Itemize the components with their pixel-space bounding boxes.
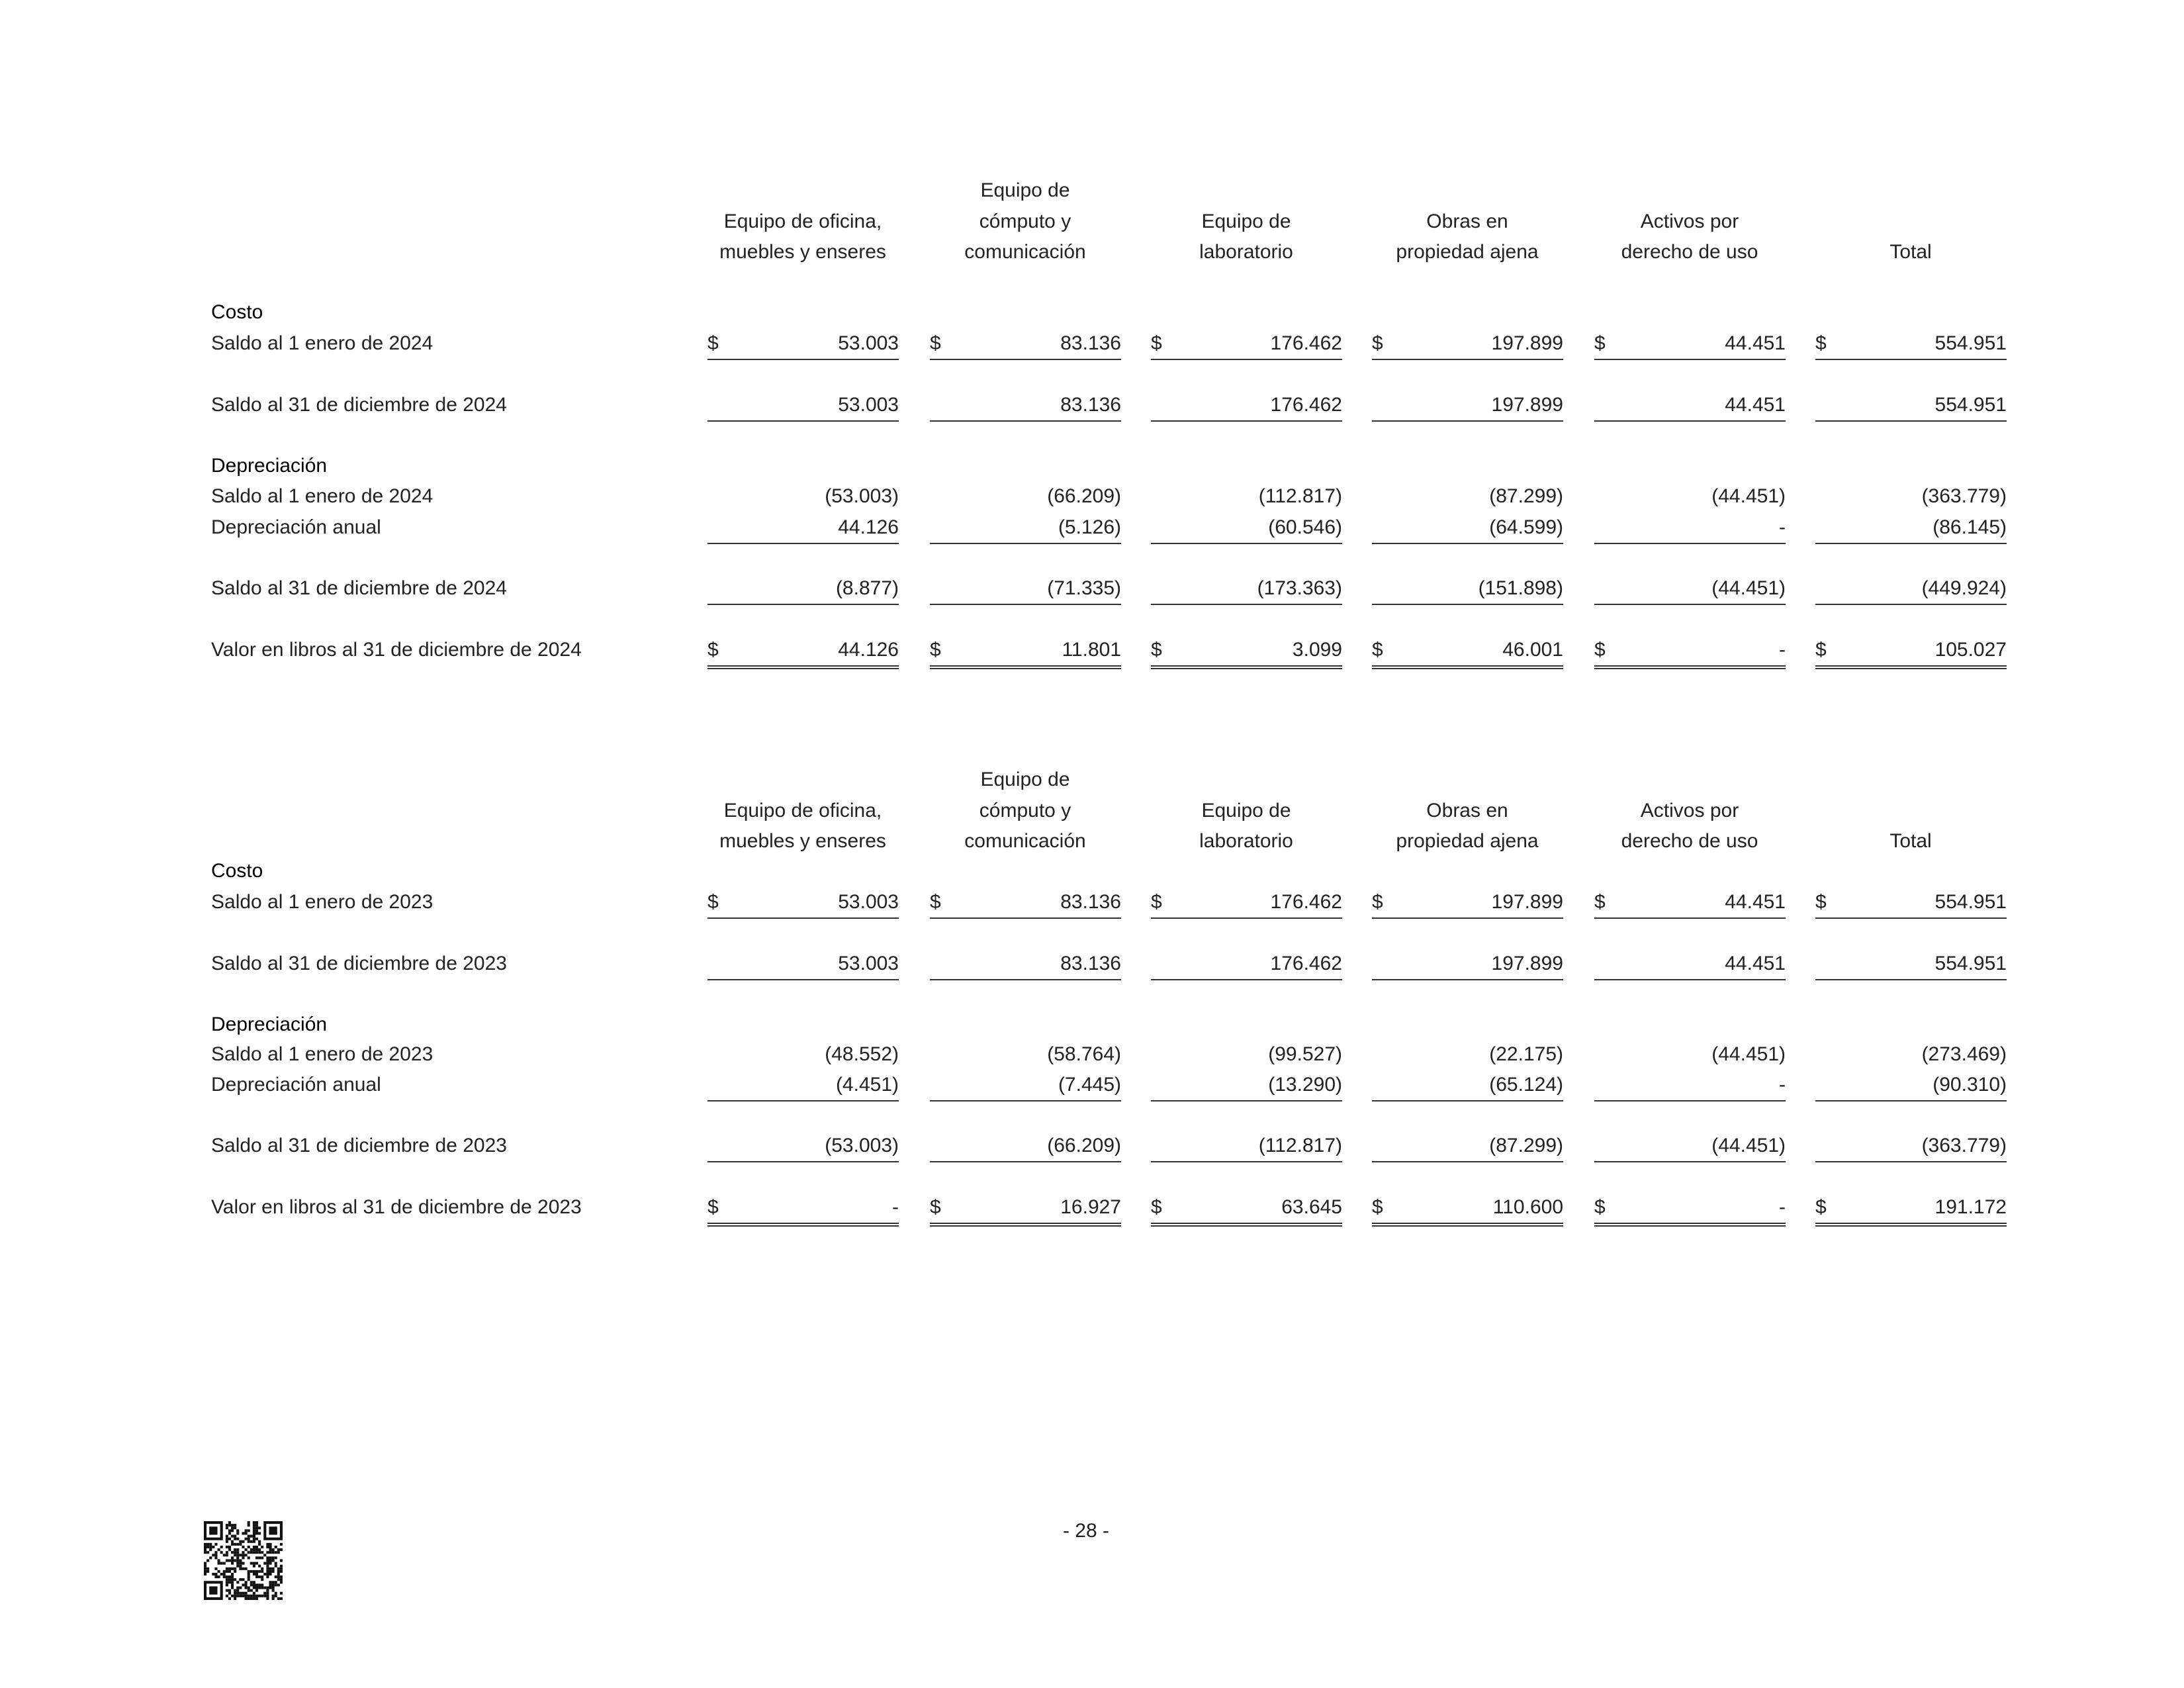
- value-cell: [930, 1070, 1121, 1102]
- currency-symbol: $: [1372, 639, 1383, 661]
- amount: 197.899: [1491, 394, 1563, 416]
- row-label: Saldo al 1 enero de 2023: [211, 891, 433, 913]
- amount: (8.877): [835, 577, 899, 599]
- value-cell: [707, 1039, 899, 1070]
- row-label: Saldo al 31 de diciembre de 2023: [211, 1135, 507, 1156]
- value-cell: [1594, 887, 1786, 919]
- row-label: Saldo al 1 enero de 2023: [211, 1043, 433, 1065]
- currency-symbol: $: [1151, 1196, 1162, 1218]
- amount: 46.001: [1502, 639, 1563, 661]
- currency-symbol: $: [930, 891, 941, 913]
- value-cell: [1151, 949, 1342, 980]
- currency-symbol: $: [1594, 639, 1606, 661]
- amount: 3.099: [1292, 639, 1342, 661]
- value-cell: [1594, 328, 1786, 360]
- value-cell: [930, 512, 1121, 544]
- value-cell: [930, 1131, 1121, 1162]
- row-label: Depreciación anual: [211, 1074, 381, 1096]
- amount: 176.462: [1270, 332, 1342, 354]
- amount: (64.599): [1489, 516, 1563, 538]
- value-cell: [930, 328, 1121, 360]
- column-header-line: Equipo de: [980, 769, 1070, 790]
- amount: (53.003): [825, 485, 899, 507]
- amount: 83.136: [1060, 891, 1121, 913]
- row-label: Saldo al 1 enero de 2024: [211, 332, 433, 354]
- currency-symbol: $: [1594, 332, 1606, 354]
- currency-symbol: $: [1594, 891, 1606, 913]
- value-cell: [1815, 949, 2007, 980]
- value-cell: [1594, 390, 1786, 422]
- column-header-line: Equipo de oficina,: [723, 210, 882, 232]
- value-cell: [1815, 635, 2007, 669]
- value-cell: [1151, 1131, 1342, 1162]
- value-cell: [1594, 635, 1786, 669]
- amount: 44.451: [1725, 953, 1786, 974]
- column-header-line: Obras en: [1426, 210, 1508, 232]
- column-header-line: Equipo de: [1201, 210, 1291, 232]
- amount: (66.209): [1047, 1135, 1121, 1156]
- amount: 197.899: [1491, 891, 1563, 913]
- page-number: - 28 -: [1062, 1520, 1110, 1542]
- value-cell: [707, 512, 899, 544]
- amount: -: [1779, 1196, 1786, 1218]
- amount: -: [1779, 516, 1786, 538]
- column-header-line: Total: [1889, 241, 1932, 263]
- value-cell: [1372, 635, 1563, 669]
- amount: -: [1779, 639, 1786, 661]
- currency-symbol: $: [930, 639, 941, 661]
- column-header-line: laboratorio: [1199, 241, 1293, 263]
- amount: (58.764): [1047, 1043, 1121, 1065]
- amount: (449.924): [1921, 577, 2007, 599]
- amount: (112.817): [1258, 1135, 1342, 1156]
- section-heading: Depreciación: [211, 455, 328, 477]
- currency-symbol: $: [1815, 639, 1827, 661]
- value-cell: [1372, 573, 1563, 605]
- value-cell: [930, 1039, 1121, 1070]
- value-cell: [1594, 1192, 1786, 1227]
- value-cell: [707, 887, 899, 919]
- value-cell: [930, 481, 1121, 512]
- value-cell: [1151, 481, 1342, 512]
- currency-symbol: $: [1151, 891, 1162, 913]
- value-cell: [1372, 512, 1563, 544]
- value-cell: [1372, 949, 1563, 980]
- column-header-line: comunicación: [964, 830, 1086, 852]
- amount: 44.451: [1725, 891, 1786, 913]
- currency-symbol: $: [1151, 332, 1162, 354]
- amount: -: [1779, 1074, 1786, 1096]
- amount: (363.779): [1921, 1135, 2007, 1156]
- amount: 105.027: [1934, 639, 2007, 661]
- value-cell: [1594, 512, 1786, 544]
- value-cell: [707, 1192, 899, 1227]
- section-heading: Depreciación: [211, 1013, 328, 1035]
- value-cell: [930, 949, 1121, 980]
- value-cell: [707, 573, 899, 605]
- amount: (71.335): [1047, 577, 1121, 599]
- value-cell: [1151, 887, 1342, 919]
- amount: 554.951: [1934, 953, 2007, 974]
- amount: (7.445): [1058, 1074, 1121, 1096]
- amount: 44.451: [1725, 394, 1786, 416]
- column-header-line: propiedad ajena: [1396, 241, 1539, 263]
- value-cell: [707, 949, 899, 980]
- row-label: Saldo al 31 de diciembre de 2024: [211, 394, 507, 416]
- amount: (44.451): [1711, 577, 1786, 599]
- row-label: Valor en libros al 31 de diciembre de 2024: [211, 639, 582, 661]
- column-header-line: Obras en: [1426, 799, 1508, 821]
- currency-symbol: $: [930, 1196, 941, 1218]
- value-cell: [707, 328, 899, 360]
- amount: 554.951: [1934, 891, 2007, 913]
- section-heading: Costo: [211, 301, 263, 323]
- amount: (4.451): [835, 1074, 899, 1096]
- column-header-line: muebles y enseres: [719, 241, 886, 263]
- currency-symbol: $: [707, 332, 719, 354]
- amount: (99.527): [1268, 1043, 1342, 1065]
- column-header-line: Activos por: [1640, 210, 1739, 232]
- column-header-line: derecho de uso: [1621, 830, 1758, 852]
- amount: 83.136: [1060, 394, 1121, 416]
- value-cell: [1815, 1039, 2007, 1070]
- amount: 53.003: [838, 332, 899, 354]
- amount: 44.126: [838, 639, 899, 661]
- amount: (22.175): [1489, 1043, 1563, 1065]
- value-cell: [1594, 1039, 1786, 1070]
- amount: 83.136: [1060, 332, 1121, 354]
- value-cell: [930, 635, 1121, 669]
- amount: 176.462: [1270, 891, 1342, 913]
- value-cell: [1151, 635, 1342, 669]
- value-cell: [707, 390, 899, 422]
- currency-symbol: $: [1594, 1196, 1606, 1218]
- currency-symbol: $: [1815, 891, 1827, 913]
- row-label: Depreciación anual: [211, 516, 381, 538]
- amount: (173.363): [1257, 577, 1342, 599]
- amount: (151.898): [1478, 577, 1563, 599]
- row-label: Valor en libros al 31 de diciembre de 2023: [211, 1196, 582, 1218]
- currency-symbol: $: [1815, 332, 1827, 354]
- currency-symbol: $: [707, 639, 719, 661]
- value-cell: [1815, 1070, 2007, 1102]
- value-cell: [930, 573, 1121, 605]
- value-cell: [1594, 481, 1786, 512]
- amount: (363.779): [1921, 485, 2007, 507]
- value-cell: [1151, 1039, 1342, 1070]
- value-cell: [1372, 1131, 1563, 1162]
- amount: 554.951: [1934, 332, 2007, 354]
- amount: (65.124): [1489, 1074, 1563, 1096]
- currency-symbol: $: [1372, 891, 1383, 913]
- column-header-line: Activos por: [1640, 799, 1739, 821]
- value-cell: [1151, 1192, 1342, 1227]
- amount: (53.003): [825, 1135, 899, 1156]
- amount: (13.290): [1268, 1074, 1342, 1096]
- amount: 53.003: [838, 891, 899, 913]
- currency-symbol: $: [1372, 1196, 1383, 1218]
- value-cell: [1815, 512, 2007, 544]
- amount: 83.136: [1060, 953, 1121, 974]
- amount: 176.462: [1270, 394, 1342, 416]
- amount: (87.299): [1489, 485, 1563, 507]
- value-cell: [1815, 1192, 2007, 1227]
- currency-symbol: $: [1372, 332, 1383, 354]
- row-label: Saldo al 1 enero de 2024: [211, 485, 433, 507]
- amount: (87.299): [1489, 1135, 1563, 1156]
- amount: (90.310): [1933, 1074, 2007, 1096]
- amount: 63.645: [1281, 1196, 1342, 1218]
- section-heading: Costo: [211, 860, 263, 882]
- column-header-line: Total: [1889, 830, 1932, 852]
- value-cell: [707, 481, 899, 512]
- value-cell: [1372, 887, 1563, 919]
- value-cell: [1372, 1039, 1563, 1070]
- value-cell: [930, 887, 1121, 919]
- amount: 176.462: [1270, 953, 1342, 974]
- value-cell: [1151, 573, 1342, 605]
- amount: 44.126: [838, 516, 899, 538]
- amount: 53.003: [838, 953, 899, 974]
- amount: (44.451): [1711, 485, 1786, 507]
- column-header-line: laboratorio: [1199, 830, 1293, 852]
- currency-symbol: $: [1815, 1196, 1827, 1218]
- amount: 11.801: [1062, 639, 1121, 661]
- value-cell: [1151, 328, 1342, 360]
- amount: 197.899: [1491, 332, 1563, 354]
- qr-code-icon: [204, 1521, 283, 1600]
- currency-symbol: $: [930, 332, 941, 354]
- amount: (60.546): [1268, 516, 1342, 538]
- column-header-line: Equipo de oficina,: [723, 799, 882, 821]
- column-header-line: derecho de uso: [1621, 241, 1758, 263]
- column-header-line: Equipo de: [980, 179, 1070, 201]
- value-cell: [1594, 1070, 1786, 1102]
- column-header-line: comunicación: [964, 241, 1086, 263]
- amount: (48.552): [825, 1043, 899, 1065]
- value-cell: [1815, 390, 2007, 422]
- amount: (44.451): [1711, 1135, 1786, 1156]
- value-cell: [930, 390, 1121, 422]
- amount: 110.600: [1492, 1196, 1563, 1218]
- value-cell: [1151, 390, 1342, 422]
- value-cell: [1815, 328, 2007, 360]
- amount: 554.951: [1934, 394, 2007, 416]
- amount: 197.899: [1491, 953, 1563, 974]
- amount: (86.145): [1933, 516, 2007, 538]
- column-header-line: cómputo y: [979, 210, 1071, 232]
- value-cell: [1372, 390, 1563, 422]
- amount: (66.209): [1047, 485, 1121, 507]
- row-label: Saldo al 31 de diciembre de 2023: [211, 953, 507, 974]
- column-header-line: cómputo y: [979, 799, 1071, 821]
- amount: 53.003: [838, 394, 899, 416]
- value-cell: [930, 1192, 1121, 1227]
- value-cell: [1815, 1131, 2007, 1162]
- value-cell: [1372, 481, 1563, 512]
- value-cell: [1151, 1070, 1342, 1102]
- currency-symbol: $: [1151, 639, 1162, 661]
- amount: (273.469): [1921, 1043, 2007, 1065]
- amount: -: [892, 1196, 899, 1218]
- currency-symbol: $: [707, 1196, 719, 1218]
- amount: (5.126): [1058, 516, 1121, 538]
- column-header-line: muebles y enseres: [719, 830, 886, 852]
- value-cell: [1594, 573, 1786, 605]
- value-cell: [1151, 512, 1342, 544]
- value-cell: [1372, 1192, 1563, 1227]
- value-cell: [707, 1070, 899, 1102]
- currency-symbol: $: [707, 891, 719, 913]
- amount: 16.927: [1060, 1196, 1121, 1218]
- value-cell: [1815, 573, 2007, 605]
- value-cell: [1372, 328, 1563, 360]
- amount: 44.451: [1725, 332, 1786, 354]
- row-label: Saldo al 31 de diciembre de 2024: [211, 577, 507, 599]
- value-cell: [1815, 481, 2007, 512]
- amount: (44.451): [1711, 1043, 1786, 1065]
- value-cell: [707, 1131, 899, 1162]
- column-header-line: propiedad ajena: [1396, 830, 1539, 852]
- value-cell: [707, 635, 899, 669]
- value-cell: [1594, 1131, 1786, 1162]
- column-header-line: Equipo de: [1201, 799, 1291, 821]
- value-cell: [1815, 887, 2007, 919]
- amount: 191.172: [1934, 1196, 2007, 1218]
- value-cell: [1594, 949, 1786, 980]
- value-cell: [1372, 1070, 1563, 1102]
- amount: (112.817): [1258, 485, 1342, 507]
